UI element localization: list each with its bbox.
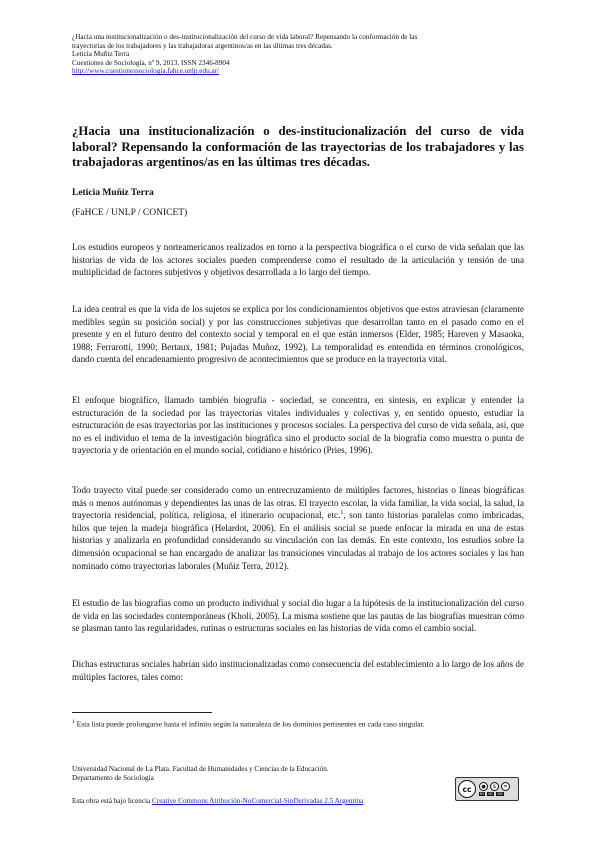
license-link[interactable]: Creative Commons Atribución-NoComercial-SinDerivadas 2.5 Argentina	[152, 797, 364, 805]
header-author: Leticia Muñiz Terra	[72, 50, 130, 59]
paragraph-2: La idea central es que la vida de los sujetos se explica por los condicionamientos objetivos que estos atraviesan (claramente medibles según su posición social) y por las construcciones subjetivas que desarrollan tanto en el pasado como en el presente y en el futuro dentro del contexto social y temporal en el que están inmersos (Elder, 1985; Hareven y Masaoka, 1988; Ferrarotti, 1990; Bertaux, 1981; Pujadas Muñoz, 1992). La temporalidad es entendida en términos cronológicos, dando cuenta del encadenamiento progresivo de acontecimientos que se produce en la trayectoria vital.	[72, 304, 524, 365]
paragraph-4-part-2: , son tanto historias paralelas como imbricadas, hilos que tejen la madeja biográfica (Helardot, 2006). En el análisis social se puede enfocar la mirada en una de estas historias y analizarla en profundidad considerando su vinculación con las demás. En este contexto, los estudios sobre la dimensión ocupacional se han encargado de analizar las transiciones vinculadas al trabajo de los actores sociales y las han nominado como trayectorias laborales (Muñiz Terra, 2012).	[72, 510, 524, 571]
footnote-marker: 1	[72, 719, 75, 725]
paragraph-5: El estudio de las biografías como un producto individual y social dio lugar a la hipótesis de la institucionalización del curso de vida en las sociedades contemporáneas (Kholi, 2005). La misma sostiene que las pautas de las biografías muestran cómo se plasman tanto las regularidades, rutinas o estructuras sociales en las historias de vida como el cambio social.	[72, 598, 524, 634]
footnote	[72, 717, 524, 730]
cc-license-badge[interactable]	[455, 777, 519, 801]
header-title-line-2: trayectorias de los trabajadores y las trabajadoras argentinos/as en las últimas tres décadas.	[72, 41, 333, 50]
running-header	[72, 33, 524, 76]
cc-tag-nc: NC	[488, 792, 494, 796]
license-prefix: Esta obra está bajo licencia	[72, 797, 153, 805]
author-affiliation: (FaHCE / UNLP / CONICET)	[72, 208, 188, 218]
institution-footer	[72, 765, 432, 784]
paragraph-1: Los estudios europeos y norteamericanos realizados en torno a la perspectiva biográfica o el curso de vida señalan que las historias de vida de los actores sociales pueden comprenderse como el resultado de la articulación y tensión de una multiplicidad de factores subjetivos y objetivos desarrollada a lo largo del tiempo.	[72, 242, 524, 278]
cc-icons	[479, 782, 510, 796]
paragraph-4	[72, 484, 524, 572]
article-title: ¿Hacia una institucionalización o des-institucionalización del curso de vida laboral? Repensando la conformación de las trayectorias de los trabajadores y las trabajadoras argentinos/as en las últimas tres décadas.	[72, 124, 524, 169]
cc-tag-nd: ND	[497, 792, 503, 796]
footer-university: Universidad Nacional de La Plata. Facultad de Humanidades y Ciencias de la Educación.	[72, 765, 329, 773]
footer-department: Departamento de Sociología	[72, 774, 154, 783]
paragraph-6: Dichas estructuras sociales habrían sido institucionalizadas como consecuencia del establecimiento a lo largo de los años de múltiples factores, tales como:	[72, 659, 524, 682]
footnote-ref[interactable]: 1	[340, 510, 344, 517]
header-journal: Cuestiones de Sociología, nº 9, 2013. ISSN 2346-8904	[72, 58, 230, 67]
footnote-separator	[72, 712, 212, 713]
paragraph-3: El enfoque biográfico, llamado también biografía - sociedad, se concentra, en síntesis, en explicar y entender la estructuración de la sociedad por las trayectorias vitales individuales y colectivas y, en sentido opuesto, estudiar la estructuración de esas trayectorias por las instituciones y procesos sociales. La perspectiva del curso de vida señala, así, que no es el individuo el tema de la investigación biográfica sino el producto social de la biografía como muestra o punta de trayectoria y de orientación en el mundo social, cotidiano e histórico (Pries, 1996).	[72, 395, 524, 456]
noderivatives-icon: =	[501, 782, 510, 791]
header-journal-link[interactable]: http://www.cuestionessociologia.fahce.unlp.edu.ar/	[72, 67, 220, 76]
header-title-line-1: ¿Hacia una institucionalización o des-institucionalización del curso de vida laboral? Repensando la conformación de las	[72, 33, 418, 41]
cc-tag-by: BY	[480, 792, 485, 796]
noncommercial-icon: $	[490, 782, 499, 791]
attribution-icon: ●	[479, 782, 488, 791]
author-name: Leticia Muñiz Terra	[72, 188, 154, 198]
license-notice	[72, 797, 452, 805]
paragraph-4-part-1: Todo trayecto vital puede ser considerado como un entrecruzamiento de múltiples factores, historias o líneas biográficas más o menos autónomas y dependientes las unas de las otras. El trayecto escolar, la vida familiar, la vida social, la salud, la trayectoria residencial, política, religiosa, el itinerario ocupacional, etc.	[72, 485, 524, 521]
cc-logo-icon: cc	[458, 780, 476, 798]
footnote-text: Esta lista puede prolongarse hasta el infinito según la naturaleza de los dominios pertinentes en cada caso singular.	[76, 719, 425, 729]
